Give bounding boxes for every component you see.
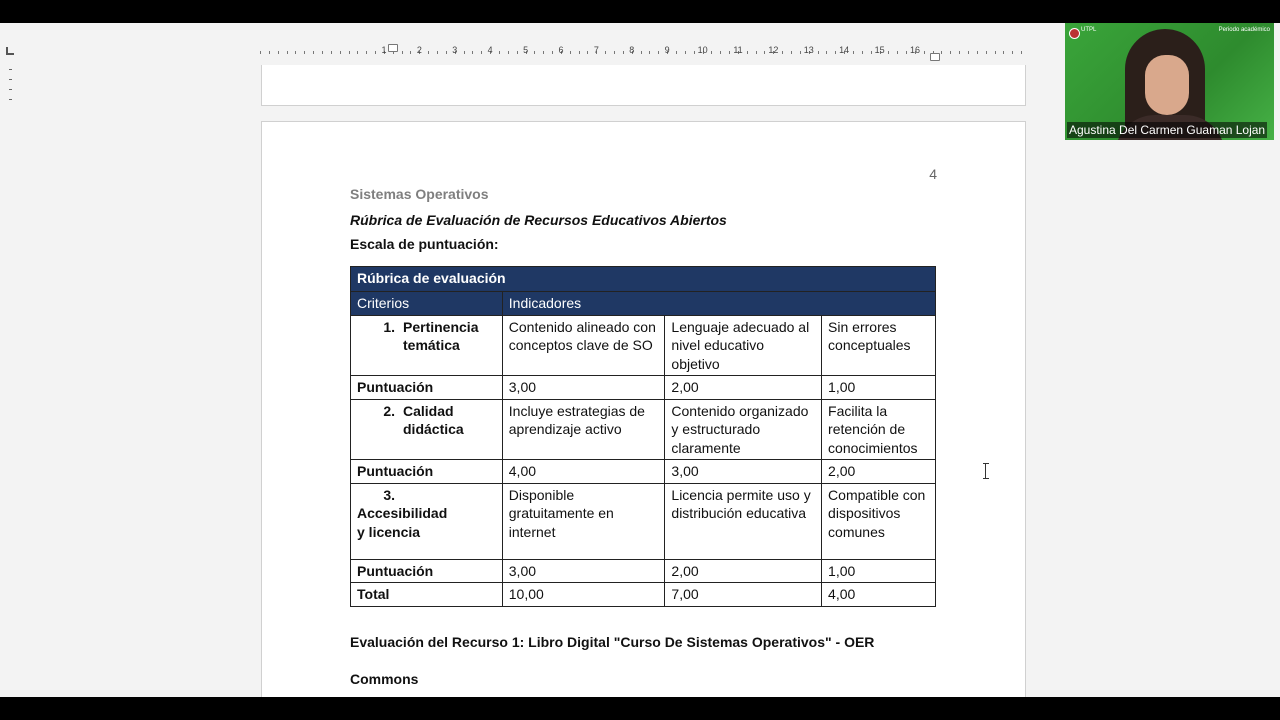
score-label: Puntuación [351,376,503,400]
ruler-number: 5 [523,45,529,55]
ruler-tick [720,51,721,54]
score-cell: 2,00 [665,376,822,400]
criterion-cell: 2. Calidad didáctica [351,399,503,460]
ruler-tick [614,51,615,54]
right-indent-marker[interactable] [930,53,940,61]
ruler-tick [508,51,509,54]
indicator-cell: Facilita la retención de conocimientos [822,399,936,460]
score-label: Puntuación [351,559,503,583]
ruler-tick [428,51,429,54]
ruler-tick [800,51,801,54]
ruler-tick [587,51,588,54]
indicator-cell: Incluye estrategias de aprendizaje activo [502,399,665,460]
ruler-tick [888,51,889,54]
ruler-tick [685,51,686,54]
text-cursor-icon [983,463,989,479]
table-row [351,399,936,460]
ruler-tick [499,51,500,54]
ruler-tick [552,51,553,54]
ruler-number: 3 [452,45,458,55]
ruler-tick [959,51,960,54]
ruler-tick [437,51,438,54]
table-title-row [351,267,936,292]
participant-face [1145,55,1189,115]
table-title: Rúbrica de evaluación [351,267,936,292]
table-row [351,559,936,583]
ruler-tick [534,51,535,54]
ruler-number: 4 [487,45,493,55]
ruler-tick [543,51,544,54]
total-row [351,583,936,607]
table-row [351,460,936,484]
total-cell: 10,00 [502,583,665,607]
ruler-tick [446,51,447,54]
ruler-tick [357,51,358,54]
ruler-tick [995,51,996,54]
document-subtitle: Rúbrica de Evaluación de Recursos Educativos Abiertos [350,212,727,228]
ruler-tick [853,51,854,54]
document-page[interactable] [261,121,1026,697]
ruler-tick [986,51,987,54]
previous-page[interactable] [261,65,1026,106]
commons-text: Commons [350,671,419,687]
vertical-ruler[interactable] [9,65,13,125]
ruler-number: 11 [733,45,743,55]
score-cell: 3,00 [502,559,665,583]
ruler-tick [340,51,341,54]
ruler-tick [950,51,951,54]
score-cell: 2,00 [665,559,822,583]
ruler-number: 10 [697,45,708,55]
ruler-number: 14 [839,45,850,55]
ruler-tick [658,51,659,54]
score-cell: 1,00 [822,376,936,400]
total-cell: 7,00 [665,583,822,607]
table-row [351,483,936,559]
ruler-tick [481,51,482,54]
ruler-tick [862,51,863,54]
ruler-tick [791,51,792,54]
ruler-tick [747,51,748,54]
ruler-tick [641,51,642,54]
ruler-tick [579,51,580,54]
participant-name: Agustina Del Carmen Guaman Lojan [1069,123,1266,137]
tab-selector-icon[interactable] [6,47,14,55]
ruler-tick [782,51,783,54]
ruler-number: 2 [416,45,422,55]
indicator-cell: Disponible gratuitamente en internet [502,483,665,559]
ruler-number: 16 [909,45,921,55]
indicator-cell: Lenguaje adecuado al nivel educativo objetivo [665,315,822,376]
ruler-tick [941,51,942,54]
ruler-tick [924,51,925,54]
score-cell: 2,00 [822,460,936,484]
evaluation-heading: Evaluación del Recurso 1: Libro Digital "Curso De Sistemas Operativos" - OER [350,634,875,650]
ruler-tick [1003,51,1004,54]
ruler-number: 8 [629,45,635,55]
ruler-tick [313,51,314,54]
indicator-cell: Sin errores conceptuales [822,315,936,376]
ruler-tick [1021,51,1022,54]
ruler-tick [349,51,350,54]
header-indicadores: Indicadores [502,292,935,316]
ruler-tick [366,51,367,54]
score-label: Puntuación [351,460,503,484]
ruler-number: 15 [874,45,885,55]
ruler-tick [968,51,969,54]
ruler-number: 13 [803,45,814,55]
ruler-tick [906,51,907,54]
table-row [351,315,936,376]
ruler-number: 12 [768,45,779,55]
indicator-cell: Contenido alineado con conceptos clave de SO [502,315,665,376]
ruler-tick [835,51,836,54]
ruler-tick [676,51,677,54]
ruler-tick [649,51,650,54]
score-cell: 1,00 [822,559,936,583]
university-logo-icon [1069,28,1080,39]
ruler-tick [260,51,261,54]
ruler-tick [694,51,695,54]
ruler-number: 1 [381,45,387,55]
ruler-number: 9 [664,45,670,55]
table-row [351,376,936,400]
ruler-tick [570,51,571,54]
header-criterios: Criterios [351,292,503,316]
ruler-tick [818,51,819,54]
ruler-tick [287,51,288,54]
ruler-tick [871,51,872,54]
indicator-cell: Licencia permite uso y distribución educativa [665,483,822,559]
total-cell: 4,00 [822,583,936,607]
banner-left-text: UTPL [1081,27,1097,33]
ruler-tick [711,51,712,54]
ruler-tick [1012,51,1013,54]
ruler-tick [295,51,296,54]
ruler-scale[interactable] [258,45,1025,59]
ruler-tick [623,51,624,54]
ruler-number: 7 [593,45,599,55]
ruler-tick [278,51,279,54]
ruler-tick [304,51,305,54]
scale-label: Escala de puntuación: [350,236,499,252]
ruler-tick [464,51,465,54]
ruler-tick [322,51,323,54]
indicator-cell: Compatible con dispositivos comunes [822,483,936,559]
banner-right-text: Periodo académico [1218,27,1270,33]
ruler-tick [375,51,376,54]
ruler-tick [977,51,978,54]
ruler-tick [410,51,411,54]
left-indent-marker[interactable] [388,44,398,52]
rubric-table[interactable] [350,266,936,607]
criterion-cell: 1. Pertinencia temática [351,315,503,376]
score-cell: 3,00 [502,376,665,400]
total-label: Total [351,583,503,607]
page-number: 4 [929,166,937,182]
ruler-number: 6 [558,45,564,55]
ruler-tick [826,51,827,54]
ruler-tick [402,51,403,54]
score-cell: 4,00 [502,460,665,484]
ruler-tick [897,51,898,54]
ruler-tick [517,51,518,54]
table-header-row [351,292,936,316]
ruler-tick [269,51,270,54]
document-header-title: Sistemas Operativos [350,186,489,202]
ruler-tick [756,51,757,54]
criterion-cell: 3.Accesibilidad y licencia [351,483,503,559]
video-tile[interactable] [1065,23,1274,140]
ruler-tick [472,51,473,54]
score-cell: 3,00 [665,460,822,484]
indicator-cell: Contenido organizado y estructurado claramente [665,399,822,460]
ruler-tick [729,51,730,54]
ruler-tick [605,51,606,54]
ruler-tick [764,51,765,54]
ruler-tick [331,51,332,54]
